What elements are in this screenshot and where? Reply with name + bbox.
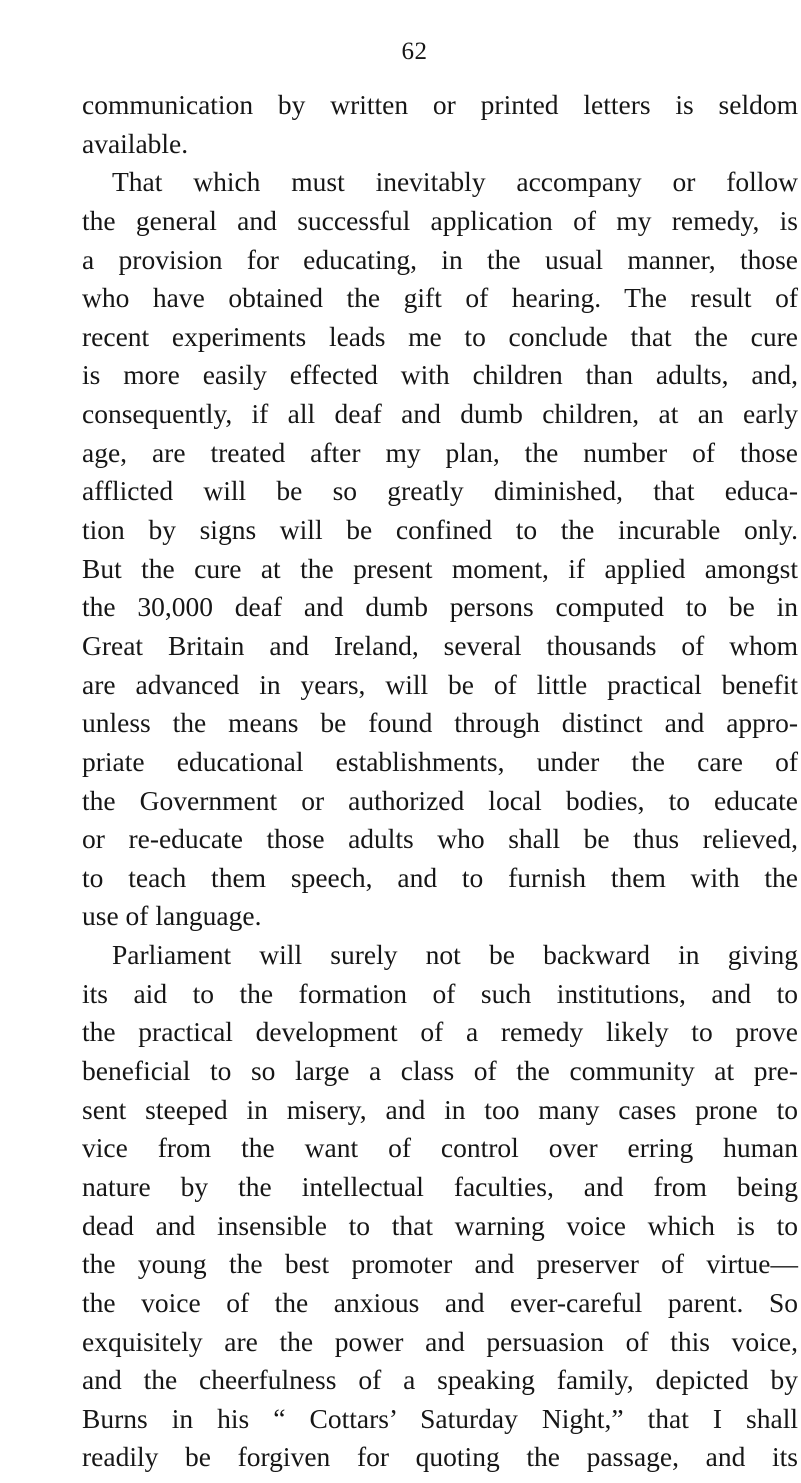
- text-line: recent experiments leads me to conclude that the cure: [82, 320, 798, 352]
- text-line: exquisitely are the power and persuasion of this voice,: [82, 1325, 798, 1357]
- text-line: communication by written or printed letters is seldom: [82, 89, 798, 120]
- text-line: That which must inevitably accompany or follow: [112, 166, 798, 198]
- text-line: and the cheerfulness of a speaking family, depicted by: [82, 1364, 798, 1396]
- text-line: the Government or authorized local bodies, to educate: [82, 784, 798, 816]
- text-line: dead and insensible to that warning voice which is to: [82, 1209, 798, 1241]
- text-line: its aid to the formation of such institutions, and to: [82, 977, 798, 1009]
- text-line: age, are treated after my plan, the number of those: [82, 436, 798, 468]
- text-line: beneficial to so large a class of the community at pre-: [82, 1055, 798, 1087]
- text-line: unless the means be found through distinct and appro-: [82, 707, 798, 739]
- text-line: are advanced in years, will be of little practical benefit: [82, 668, 798, 700]
- text-line: Great Britain and Ireland, several thousands of whom: [82, 629, 798, 661]
- text-line: available.: [82, 127, 189, 159]
- text-line: the voice of the anxious and ever-careful parent. So: [82, 1286, 798, 1318]
- text-line: the general and successful application of my remedy, is: [82, 204, 798, 236]
- text-line: use of language.: [82, 900, 262, 932]
- page-number: 62: [401, 38, 428, 65]
- text-line: priate educational establishments, under the care of: [82, 745, 798, 777]
- text-line: Parliament will surely not be backward in giving: [112, 939, 798, 971]
- body-text: [82, 86, 798, 1477]
- text-line: nature by the intellectual faculties, and from being: [82, 1170, 798, 1202]
- text-line: Burns in his “ Cottars’ Saturday Night,” that I shall: [82, 1402, 798, 1434]
- text-line: But the cure at the present moment, if applied amongst: [82, 552, 798, 584]
- text-line: the practical development of a remedy likely to prove: [82, 1016, 798, 1048]
- text-line: afflicted will be so greatly diminished, that educa-: [82, 475, 798, 507]
- text-line: the 30,000 deaf and dumb persons computed to be in: [82, 591, 798, 623]
- text-line: a provision for educating, in the usual manner, those: [82, 243, 798, 275]
- text-line: tion by signs will be confined to the incurable only.: [82, 514, 798, 546]
- text-line: readily be forgiven for quoting the passage, and its: [82, 1441, 798, 1473]
- text-line: who have obtained the gift of hearing. The result of: [82, 282, 798, 314]
- text-line: sent steeped in misery, and in too many cases prone to: [82, 1093, 798, 1125]
- text-line: to teach them speech, and to furnish them with the: [82, 861, 798, 893]
- text-line: consequently, if all deaf and dumb children, at an early: [82, 398, 798, 430]
- text-line: the young the best promoter and preserver of virtue—: [82, 1248, 798, 1280]
- text-line: is more easily effected with children than adults, and,: [82, 359, 798, 391]
- text-line: or re-educate those adults who shall be thus relieved,: [82, 823, 798, 855]
- text-line: vice from the want of control over erring human: [82, 1132, 798, 1164]
